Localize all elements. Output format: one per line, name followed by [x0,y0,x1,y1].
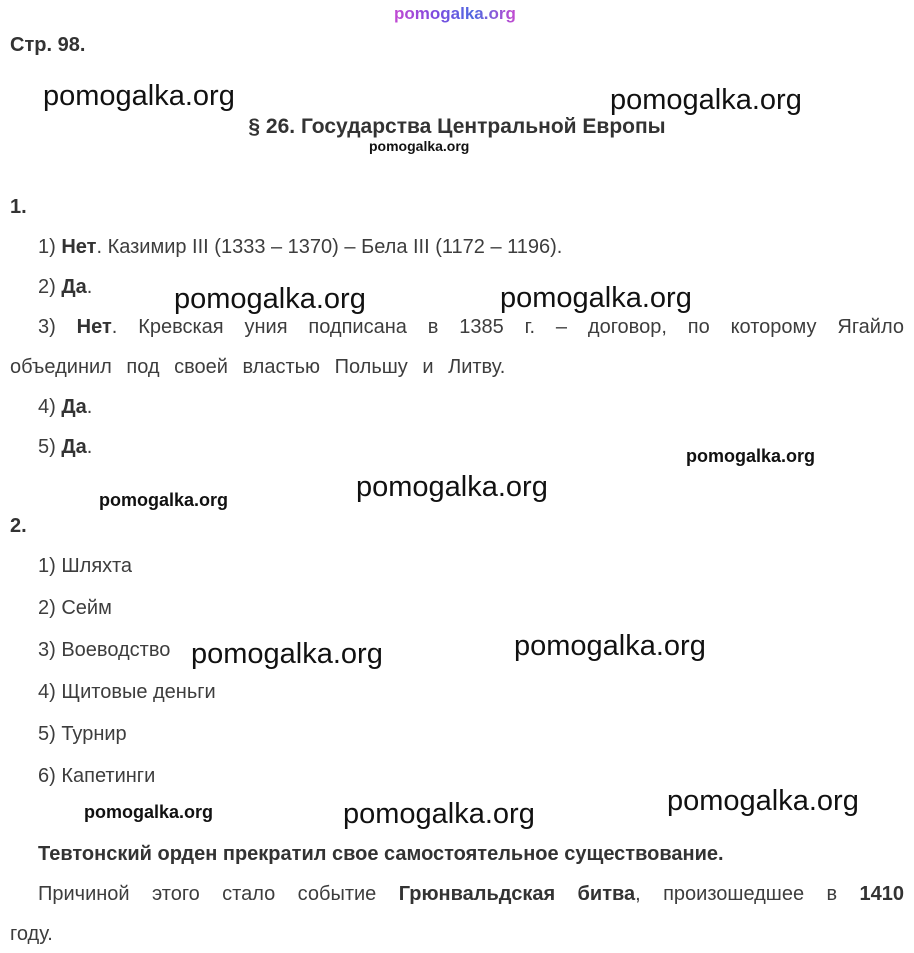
answer-item [10,227,904,267]
watermark: pomogalka.org [686,446,816,466]
watermark: pomogalka.org [343,798,535,830]
watermark: pomogalka.org [500,282,692,314]
watermark: pomogalka.org [514,630,706,662]
term-item: 6) Капетинги [38,765,156,787]
item-answer-bold: Нет [61,236,97,258]
item-text: . [86,276,93,298]
item-answer-bold: Да [61,436,87,458]
watermark: pomogalka.org [369,138,470,154]
term-item: 5) Турнир [38,723,127,745]
term-item: 2) Сейм [38,597,112,619]
final-statement-text: Тевтонский орден прекратил свое самостоятельное существование. [38,843,724,865]
term-item: 3) Воеводство [38,639,171,661]
answer-item [10,267,904,307]
item-text: . [86,436,93,458]
answer-item [10,387,904,427]
watermark: pomogalka.org [667,785,859,817]
watermark: pomogalka.org [191,638,383,670]
final-answer-paragraph [10,874,904,953]
section-2-heading: 2. [10,515,27,537]
final-text: Причиной этого стало событие [38,883,399,905]
item-number: 5) [38,436,62,458]
answer-item [10,307,904,387]
item-number: 2) [38,276,62,298]
item-number: 1) [38,236,62,258]
item-answer-bold: Нет [76,316,112,338]
final-bold-event: Грюнвальдская битва [398,883,636,905]
term-item: 4) Щитовые деньги [38,681,216,703]
final-text: , произошедшее в [635,883,860,905]
page-number-label: Стр. 98. [10,34,86,56]
watermark: pomogalka.org [84,802,214,822]
final-answer-line1 [10,874,904,914]
item-text: . Кревская уния подписана в 1385 г. – договор, по которому Ягайло объединил под своей властью Польшу и Литву. [10,316,904,378]
item-answer-bold: Да [61,396,87,418]
final-statement [10,834,904,874]
final-bold-year: 1410 [859,883,904,905]
item-answer-bold: Да [61,276,87,298]
final-answer-line2: году. [10,923,53,945]
watermark: pomogalka.org [174,283,366,315]
watermark: pomogalka.org [610,84,802,116]
watermark: pomogalka.org [43,80,235,112]
watermark: pomogalka.org [99,490,229,510]
item-text: . [86,396,93,418]
item-number: 4) [38,396,62,418]
item-text: . Казимир III (1333 – 1370) – Бела III (1172 – 1196). [96,236,563,258]
item-number: 3) [38,316,77,338]
term-item: 1) Шляхта [38,555,133,577]
page-title: § 26. Государства Центральной Европы [248,115,666,138]
watermark: pomogalka.org [356,471,548,503]
section-1-heading: 1. [10,196,27,218]
watermark: pomogalka.org [394,4,516,23]
